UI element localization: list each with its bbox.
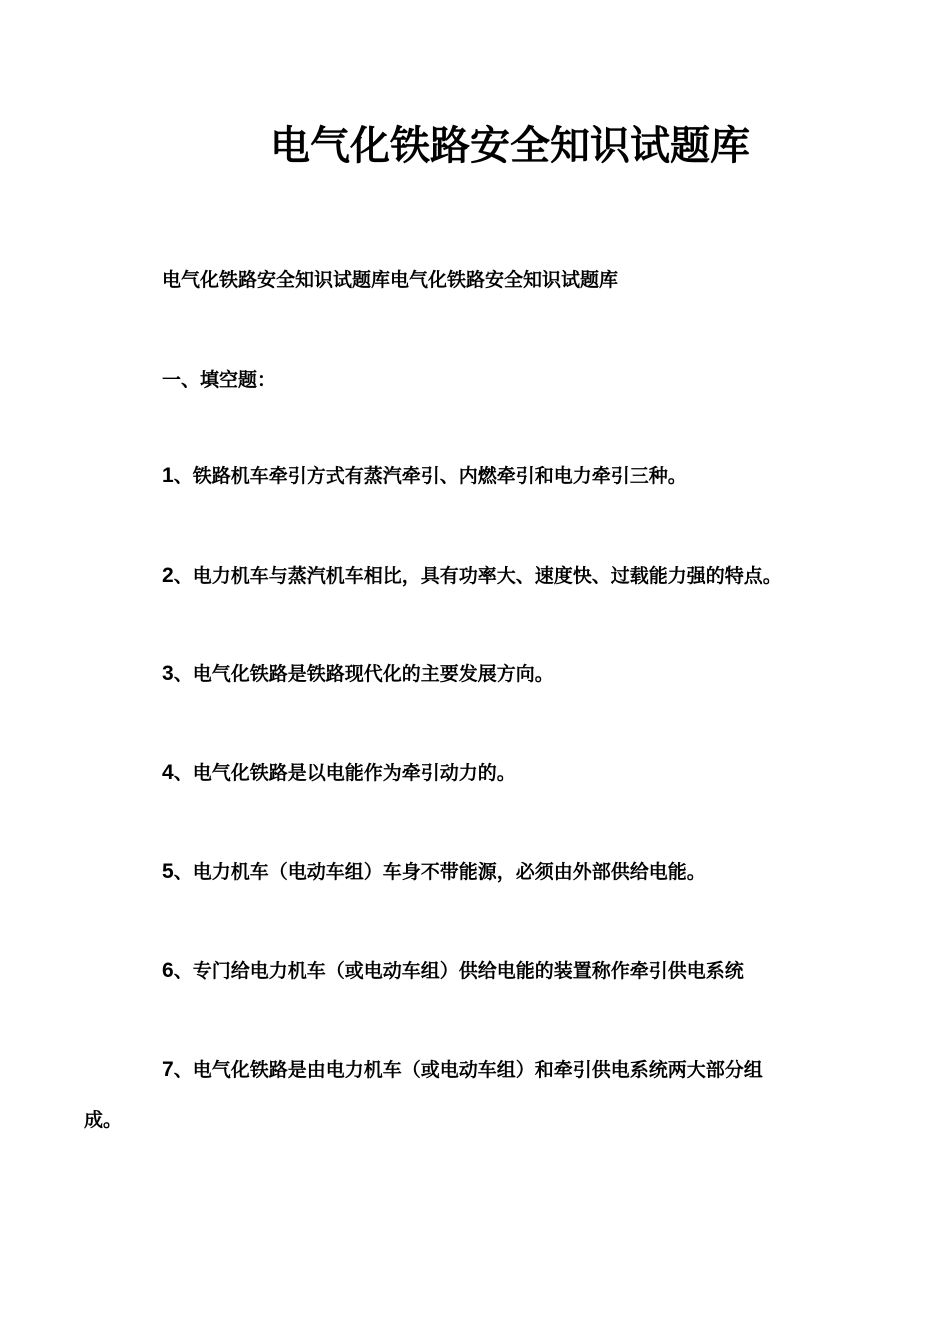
question-number: 4 bbox=[162, 761, 174, 784]
question-number: 7 bbox=[162, 1058, 174, 1081]
question-text: 、电力机车与蒸汽机车相比，具有功率大、速度快、过载能力强的特点。 bbox=[173, 565, 782, 587]
question-text: 、专门给电力机车（或电动车组）供给电能的装置称作牵引供电系统 bbox=[173, 960, 744, 982]
question-number: 5 bbox=[162, 860, 174, 883]
question-text: 、电气化铁路是铁路现代化的主要发展方向。 bbox=[173, 663, 554, 685]
question-text: 、电气化铁路是以电能作为牵引动力的。 bbox=[173, 762, 516, 784]
question-item-2 bbox=[162, 562, 782, 590]
question-item-4 bbox=[162, 759, 516, 787]
question-text: 、电气化铁路是由电力机车（或电动车组）和牵引供电系统两大部分组 bbox=[173, 1059, 763, 1081]
question-number: 3 bbox=[162, 662, 174, 685]
document-subtitle: 电气化铁路安全知识试题库电气化铁路安全知识试题库 bbox=[162, 269, 619, 291]
question-item-3 bbox=[162, 660, 554, 688]
question-number: 6 bbox=[162, 959, 174, 982]
question-item-7 bbox=[162, 1056, 763, 1084]
question-number: 1 bbox=[162, 464, 174, 487]
document-title: 电气化铁路安全知识试题库 bbox=[270, 123, 750, 169]
question-item-6 bbox=[162, 957, 744, 985]
question-item-7-continuation: 成。 bbox=[84, 1109, 123, 1131]
question-text: 、铁路机车牵引方式有蒸汽牵引、内燃牵引和电力牵引三种。 bbox=[173, 465, 687, 487]
section-heading: 一、填空题： bbox=[162, 369, 277, 391]
question-number: 2 bbox=[162, 564, 174, 587]
question-item-1 bbox=[162, 462, 687, 490]
question-item-5 bbox=[162, 858, 706, 886]
question-text: 、电力机车（电动车组）车身不带能源，必须由外部供给电能。 bbox=[173, 861, 706, 883]
